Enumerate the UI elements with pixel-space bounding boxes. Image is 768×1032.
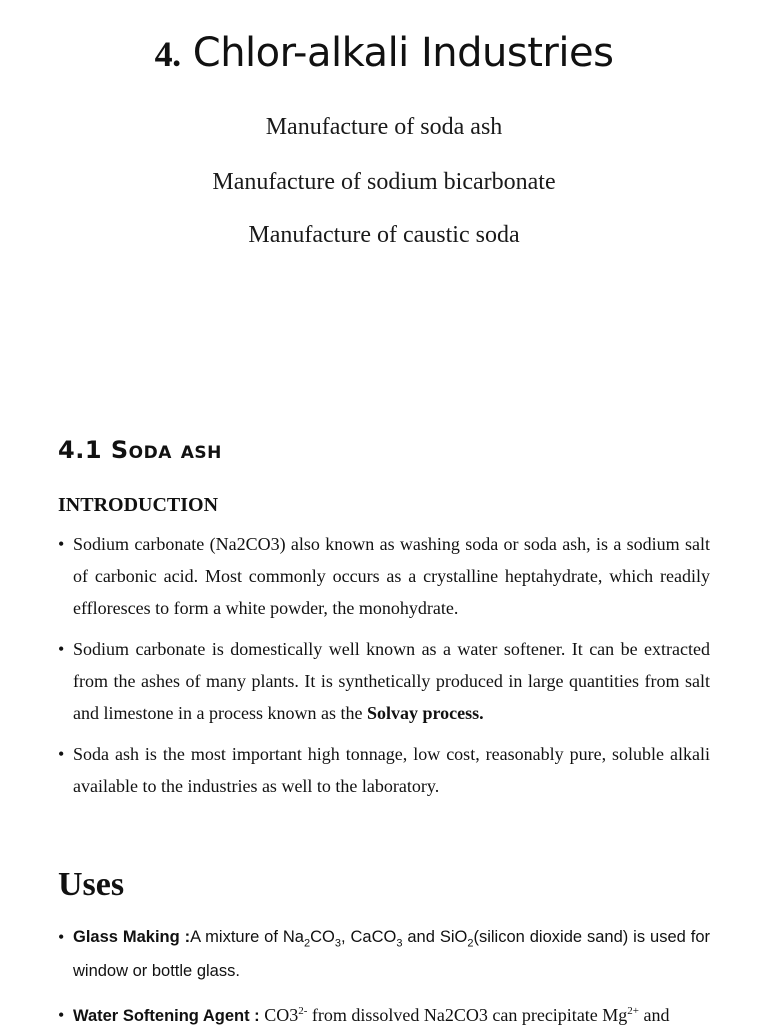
subsection-heading: INTRODUCTION <box>58 494 219 516</box>
text-part: and <box>639 1005 670 1025</box>
bullet-marker: • <box>58 534 65 554</box>
bullet-marker: • <box>58 1005 65 1025</box>
superscript: 2- <box>298 1005 308 1017</box>
intro-bullet-1 <box>58 528 710 624</box>
subtitle-sodium-bicarbonate: Manufacture of sodium bicarbonate <box>212 169 556 195</box>
subscript: 2 <box>467 937 474 950</box>
intro-bullet-3 <box>58 738 710 802</box>
text-part: , CaCO <box>340 928 397 946</box>
bullet-text: Soda ash is the most important high tonnage, low cost, reasonably pure, soluble alkali available to the industries as well to the laboratory. <box>73 744 710 796</box>
bullet-text <box>73 920 710 988</box>
bullet-text <box>73 633 710 729</box>
text-part: A mixture of Na <box>190 928 304 946</box>
use-label-water: Water Softening Agent : <box>73 1007 260 1025</box>
text-part: CO3 <box>259 1005 299 1025</box>
page-title <box>0 30 768 76</box>
uses-heading: Uses <box>58 866 125 903</box>
use-label-glass: Glass Making : <box>73 928 191 946</box>
subtitle-soda-ash: Manufacture of soda ash <box>265 114 503 140</box>
superscript: 2+ <box>627 1005 640 1017</box>
uses-bullet-water <box>58 999 710 1032</box>
text-part: (silicon dioxide sand) is used for window or bottle glass. <box>73 928 710 980</box>
chapter-title: Chlor-alkali Industries <box>180 30 614 76</box>
text-part: from dissolved Na2CO3 can precipitate Mg <box>307 1005 628 1025</box>
chapter-number: 4. <box>154 34 181 74</box>
bullet-text: Sodium carbonate (Na2CO3) also known as washing soda or soda ash, is a sodium salt of carbonic acid. Most commonly occurs as a crystalline heptahydrate, which readily effloresces to form a white powder, the monohydrate. <box>73 534 710 618</box>
section-heading: 4.1 Soda ash <box>58 436 222 464</box>
subscript: 3 <box>396 937 403 950</box>
bullet-marker: • <box>58 744 65 764</box>
text-part: and SiO <box>402 928 468 946</box>
subscript: 3 <box>334 937 341 950</box>
uses-bullet-glass <box>58 920 710 988</box>
subtitle-caustic-soda: Manufacture of caustic soda <box>248 222 520 248</box>
bullet-text <box>73 999 710 1032</box>
bullet-marker: • <box>58 639 65 659</box>
solvay-process-term: Solvay process. <box>366 703 484 723</box>
subscript: 2 <box>303 937 311 950</box>
intro-bullet-2 <box>58 633 710 729</box>
text-part: CO <box>310 928 335 946</box>
bullet-marker: • <box>58 927 65 947</box>
bullet-text-main: Sodium carbonate is domestically well known as a water softener. It can be extracted from the ashes of many plants. It is synthetically produced in large quantities from salt and limestone in a process known as the <box>73 639 710 723</box>
